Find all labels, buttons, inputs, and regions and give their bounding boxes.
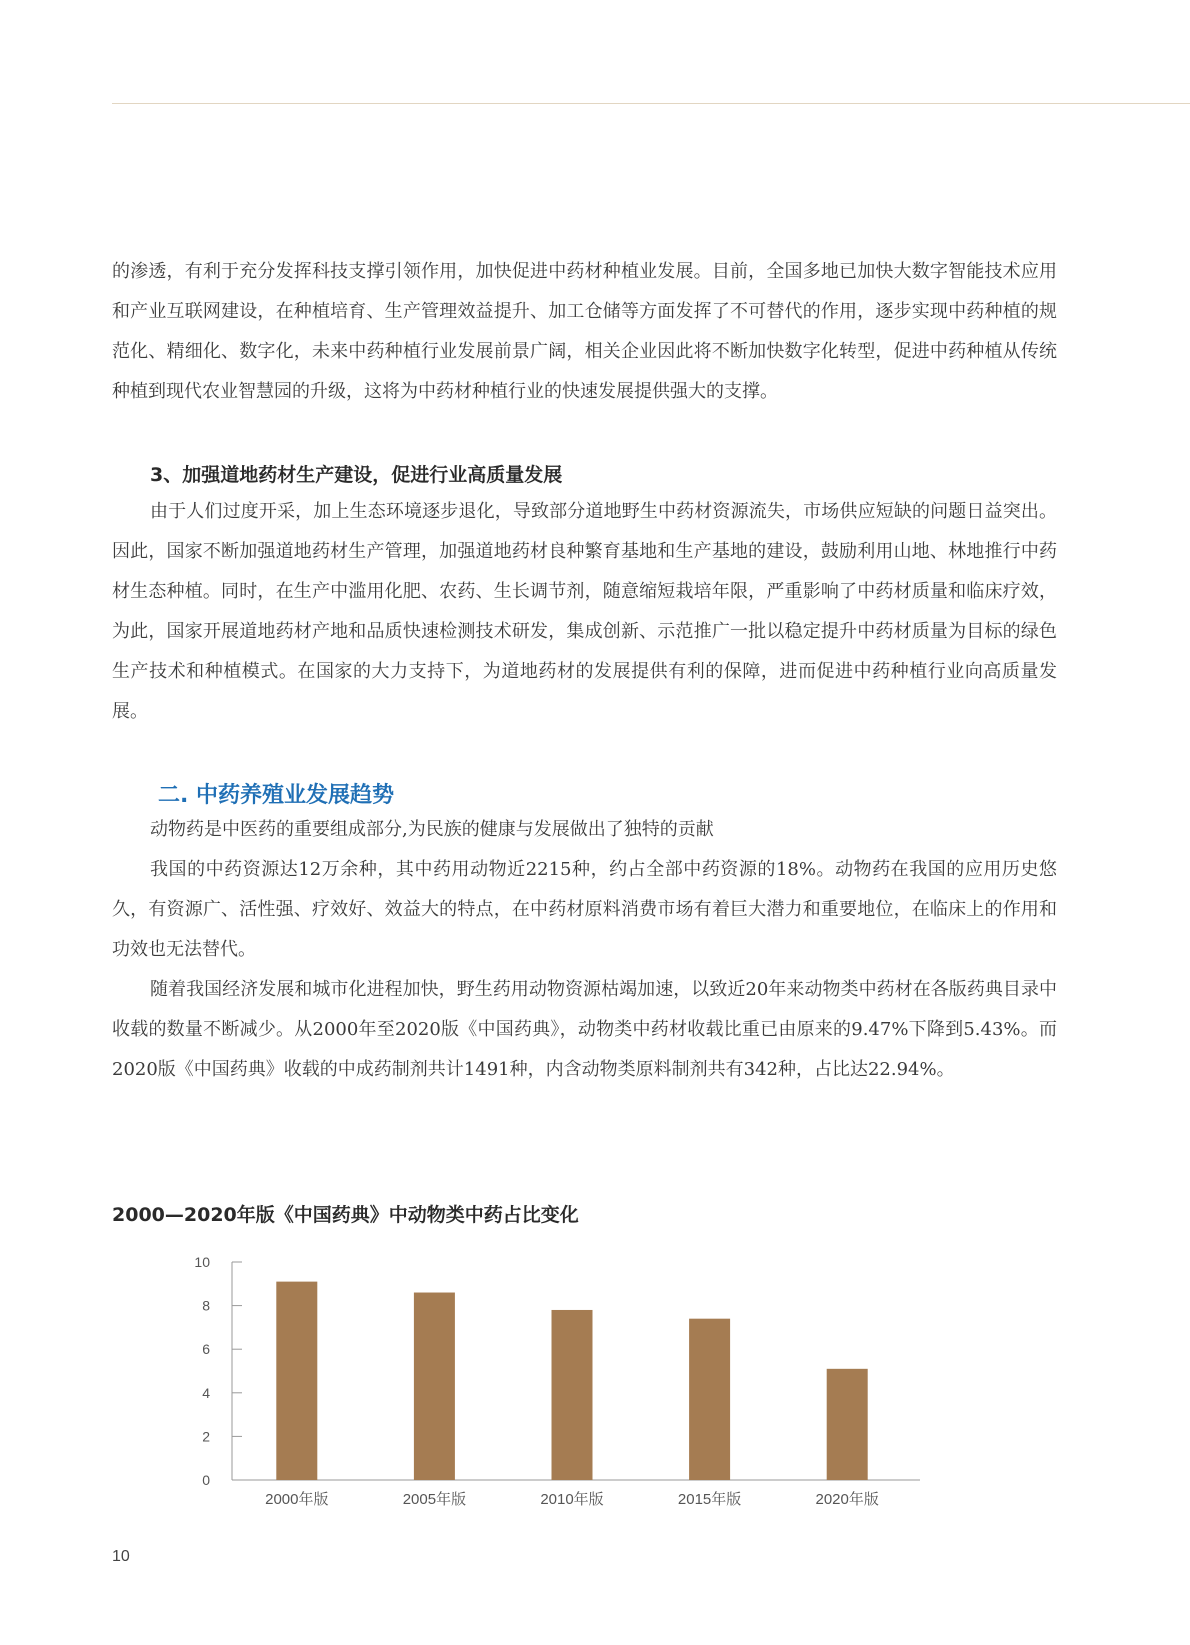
y-tick-label: 10 bbox=[194, 1254, 210, 1270]
continuation-block bbox=[112, 252, 1057, 412]
x-category-label: 2000年版 bbox=[265, 1491, 329, 1508]
y-tick-label: 4 bbox=[202, 1384, 210, 1401]
chart-title: 2000—2020年版《中国药典》中动物类中药占比变化 bbox=[112, 1204, 579, 1226]
x-axis-labels bbox=[265, 1490, 879, 1508]
x-category-label: 2005年版 bbox=[402, 1491, 467, 1508]
bar-2000年版 bbox=[276, 1282, 317, 1480]
y-tick-label: 6 bbox=[202, 1341, 210, 1358]
section-two-block bbox=[112, 810, 1057, 1090]
section-two-heading: 二. 中药养殖业发展趋势 bbox=[158, 783, 395, 808]
x-category-label: 2015年版 bbox=[677, 1491, 742, 1508]
section-3-paragraph: 由于人们过度开采，加上生态环境逐步退化，导致部分道地野生中药材资源流失，市场供应短缺的问题日益突出。因此，国家不断加强道地药材生产管理，加强道地药材良种繁育基地和生产基地的建设，鼓励利用山地、林地推行中药材生态种植。同时，在生产中滥用化肥、农药、生长调节剂，随意缩短栽培年限，严重影响了中药材质量和临床疗效，为此，国家开展道地药材产地和品质快速检测技术研发，集成创新、示范推广一批以稳定提升中药材质量为目标的绿色生产技术和种植模式。在国家的大力支持下，为道地药材的发展提供有利的保障，进而促进中药种植行业向高质量发展。 bbox=[112, 501, 1057, 722]
section-two-paragraph-1: 我国的中药资源达12万余种，其中药用动物近2215种，约占全部中药资源的18%。动物药在我国的应用历史悠久，有资源广、活性强、疗效好、效益大的特点，在中药材原料消费市场有着巨大潜力和重要地位，在临床上的作用和功效也无法替代。 bbox=[112, 859, 1057, 960]
y-tick-label: 8 bbox=[202, 1297, 210, 1314]
page-number: 10 bbox=[112, 1548, 130, 1565]
continuation-paragraph: 的渗透，有利于充分发挥科技支撑引领作用，加快促进中药材种植业发展。目前，全国多地已加快大数字智能技术应用和产业互联网建设，在种植培育、生产管理效益提升、加工仓储等方面发挥了不可替代的作用，逐步实现中药种植的规范化、精细化、数字化，未来中药种植行业发展前景广阔，相关企业因此将不断加快数字化转型，促进中药种植从传统种植到现代农业智慧园的升级，这将为中药材种植行业的快速发展提供强大的支撑。 bbox=[112, 261, 1057, 402]
bar-2010年版 bbox=[552, 1310, 593, 1480]
header-rule bbox=[112, 103, 1190, 104]
section-two-paragraph-2: 随着我国经济发展和城市化进程加快，野生药用动物资源枯竭加速，以致近20年来动物类中药材在各版药典目录中收载的数量不断减少。从2000年至2020版《中国药典》，动物类中药材收载比重已由原来的9.47%下降到5.43%。而2020版《中国药典》收载的中成药制剂共计1491种，内含动物类原料制剂共有342种，占比达22.94%。 bbox=[112, 979, 1057, 1080]
section-3-heading: 3、加强道地药材生产建设，促进行业高质量发展 bbox=[150, 464, 563, 486]
section-two-intro: 动物药是中医药的重要组成部分,为民族的健康与发展做出了独特的贡献 bbox=[150, 819, 714, 840]
y-tick-label: 0 bbox=[202, 1472, 210, 1488]
bar-2020年版 bbox=[827, 1369, 868, 1480]
bar-2015年版 bbox=[689, 1319, 730, 1480]
chart-bars bbox=[276, 1282, 867, 1480]
section-3-block bbox=[112, 492, 1057, 732]
x-category-label: 2020年版 bbox=[815, 1491, 879, 1508]
x-category-label: 2010年版 bbox=[540, 1491, 604, 1508]
y-tick-label: 2 bbox=[202, 1428, 210, 1445]
bar-chart bbox=[180, 1250, 960, 1530]
bar-2005年版 bbox=[414, 1293, 455, 1480]
y-axis-ticks bbox=[194, 1254, 242, 1488]
